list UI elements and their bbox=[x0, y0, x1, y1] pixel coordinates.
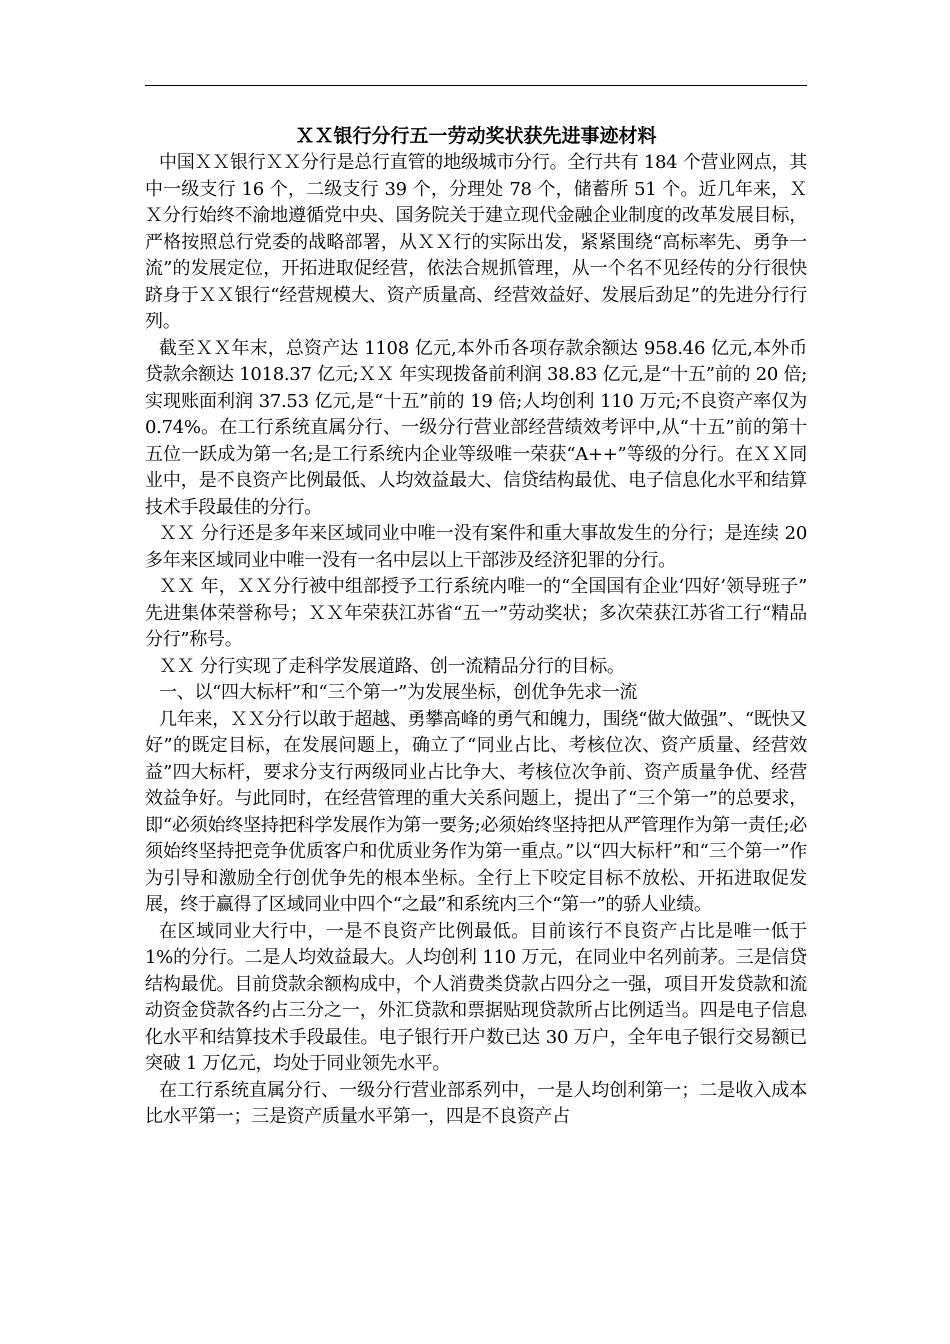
paragraph-no-cases: ＸＸ 分行还是多年来区域同业中唯一没有案件和重大事故发生的分行；是连续 20 多年来区域同业中唯一没有一名中层以上干部涉及经济犯罪的分行。 bbox=[145, 523, 807, 571]
paragraph-regional-peers: 在区域同业大行中，一是不良资产比例最低。目前该行不良资产占比是唯一低于 1%的分行。二是人均效益最大。人均创利 110 万元，在同业中名列前茅。三是信贷结构最优。目前贷款余额构成中，个人消费类贷款占四分之一强，项目开发贷款和流动资金贷款各约占三分之一，外汇贷款和票据贴现贷款所占比例适当。四是电子信息化水平和结算技术手段最佳。电子银行开户数已达 30 万户，全年电子银行交易额已突破 1 万亿元，均处于同业领先水平。 bbox=[145, 920, 807, 1074]
section-heading-1: 一、以“四大标杆”和“三个第一”为发展坐标，创优争先求一流 bbox=[159, 682, 638, 703]
document-title: ＸＸ银行分行五一劳动奖状获先进事迹材料 bbox=[295, 125, 657, 147]
paragraph-system-ranking: 在工行系统直属分行、一级分行营业部系列中，一是人均创利第一；二是收入成本比水平第一；三是资产质量水平第一，四是不良资产占 bbox=[145, 1079, 807, 1127]
paragraph-benchmarks: 几年来，ＸＸ分行以敢于超越、勇攀高峰的勇气和魄力，围绕“做大做强”、“既快又好”的既定目标，在发展问题上，确立了“同业占比、考核位次、资产质量、经营效益”四大标杆，要求分支行两级同业占比争大、考核位次争前、资产质量争优、经营效益争好。与此同时，在经营管理的重大关系问题上，提出了“三个第一”的总要求，即“必须始终坚持把科学发展作为第一要务;必须始终坚持把从严管理作为第一责任;必须始终坚持把竞争优质客户和优质业务作为第一重点。”以“四大标杆”和“三个第一”作为引导和激励全行创优争先的根本坐标。全行上下咬定目标不放松、开拓进取促发展，终于赢得了区域同业中四个“之最”和系统内三个“第一”的骄人业绩。 bbox=[145, 708, 807, 915]
header-rule bbox=[145, 85, 807, 86]
paragraph-honors: ＸＸ 年，ＸＸ分行被中组部授予工行系统内唯一的“全国国有企业‘四好’领导班子” 先进集体荣誉称号；ＸＸ年荣获江苏省“五一”劳动奖状；多次荣获江苏省工行“精品分行”称号。 bbox=[145, 576, 807, 650]
paragraph-goal: ＸＸ 分行实现了走科学发展道路、创一流精品分行的目标。 bbox=[159, 655, 625, 677]
paragraph-intro: 中国ＸＸ银行ＸＸ分行是总行直管的地级城市分行。全行共有 184 个营业网点，其中一级支行 16 个，二级支行 39 个，分理处 78 个，储蓄所 51 个。近几年来，ＸＸ分行始终不渝地遵循党中央、国务院关于建立现代金融企业制度的改革发展目标，严格按照总行党委的战略部署，从ＸＸ行的实际出发，紧紧围绕“高标率先、勇争一流”的发展定位，开拓进取促经营，依法合规抓管理，从一个名不见经传的分行很快跻身于ＸＸ银行“经营规模大、资产质量高、经营效益好、发展后劲足”的先进分行行列。 bbox=[145, 152, 807, 332]
document-body bbox=[145, 150, 807, 1131]
paragraph-financials: 截至ＸＸ年末，总资产达 1108 亿元,本外币各项存款余额达 958.46 亿元,本外币贷款余额达 1018.37 亿元;ＸＸ 年实现拨备前利润 38.83 亿元,是“十五”前的 20 倍;实现账面利润 37.53 亿元,是“十五”前的 19 倍;人均创利 110 万元;不良资产率仅为 0.74%。在工行系统直属分行、一级分行营业部经营绩效考评中,从“十五”前的第十五位一跃成为第一名;是工行系统内企业等级唯一荣获“A++”等级的分行。在ＸＸ同业中，是不良资产比例最低、人均效益最大、信贷结构最优、电子信息化水平和结算技术手段最佳的分行。 bbox=[145, 337, 807, 518]
